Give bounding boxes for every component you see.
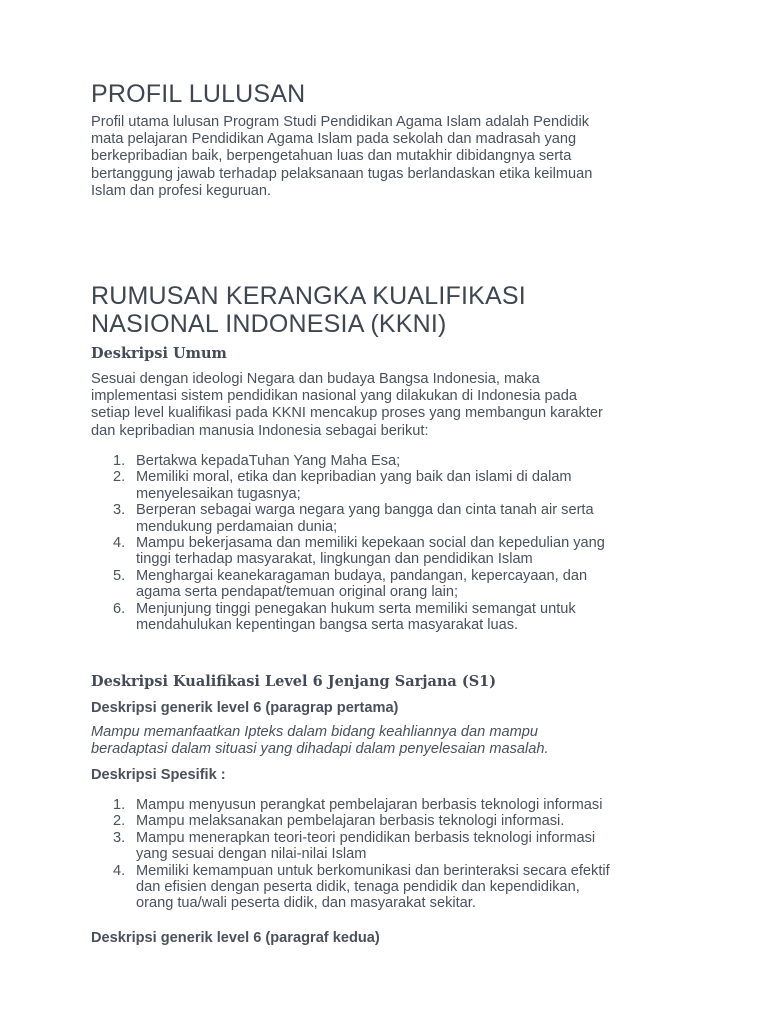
profil-line: Profil utama lulusan Program Studi Pendidikan Agama Islam adalah Pendidik xyxy=(91,114,590,130)
list-item-line: Mampu melaksanakan pembelajaran berbasis teknologi informasi. xyxy=(136,813,565,830)
generik1-line: beradaptasi dalam situasi yang dihadapi dalam penyelesaian masalah. xyxy=(91,741,549,758)
list-number: 6. xyxy=(113,600,126,617)
kkni-heading-line: RUMUSAN KERANGKA KUALIFIKASI xyxy=(91,282,526,310)
list-item-line: Bertakwa kepadaTuhan Yang Maha Esa; xyxy=(136,453,401,469)
profil-paragraph xyxy=(91,114,592,200)
list-item xyxy=(91,830,610,863)
list-item xyxy=(91,502,605,535)
profil-heading: PROFIL LULUSAN xyxy=(91,80,306,108)
umum-line: setiap level kualifikasi pada KKNI mencakup proses yang membangun karakter xyxy=(91,405,603,422)
list-item-line: yang sesuai dengan nilai-nilai Islam xyxy=(136,846,367,863)
list-item xyxy=(91,797,610,813)
list-item-line: mendahulukan kepentingan bangsa serta masyarakat luas. xyxy=(136,617,519,634)
list-item xyxy=(91,863,610,912)
list-number: 3. xyxy=(113,829,126,846)
list-number: 5. xyxy=(113,567,126,584)
list-item-line: Mampu bekerjasama dan memiliki kepekaan social dan kepedulian yang xyxy=(136,535,605,552)
spesifik-list xyxy=(91,797,610,912)
profil-line: mata pelajaran Pendidikan Agama Islam pada sekolah dan madrasah yang xyxy=(91,131,577,148)
list-number: 1. xyxy=(113,797,126,813)
list-item xyxy=(91,469,605,502)
list-item-line: Mampu menyusun perangkat pembelajaran berbasis teknologi informasi xyxy=(136,797,603,813)
list-number: 2. xyxy=(113,469,126,486)
list-item-line: Menjunjung tinggi penegakan hukum serta memiliki semangat untuk xyxy=(136,600,576,617)
deskripsi-umum-list xyxy=(91,453,605,633)
umum-line: dan kepribadian manusia Indonesia sebagai berikut: xyxy=(91,422,429,439)
list-item-line: tinggi terhadap masyarakat, lingkungan dan pendidikan Islam xyxy=(136,551,533,568)
list-item-line: Mampu menerapkan teori-teori pendidikan berbasis teknologi informasi xyxy=(136,829,596,846)
generik2-heading: Deskripsi generik level 6 (paragraf kedua) xyxy=(91,930,380,946)
spesifik-heading: Deskripsi Spesifik : xyxy=(91,767,226,783)
list-number: 3. xyxy=(113,502,126,519)
list-item xyxy=(91,535,605,568)
list-item-line: dan efisien dengan peserta didik, tenaga pendidik dan kependidikan, xyxy=(136,879,580,896)
profil-line: Islam dan profesi keguruan. xyxy=(91,182,272,199)
list-item-line: Menghargai keanekaragaman budaya, pandangan, kepercayaan, dan xyxy=(136,567,588,584)
umum-line: Sesuai dengan ideologi Negara dan budaya Bangsa Indonesia, maka xyxy=(91,371,540,387)
profil-line: bertanggung jawab terhadap pelaksanaan tugas berlandaskan etika keilmuan xyxy=(91,165,593,182)
generik1-paragraph xyxy=(91,724,549,758)
list-number: 1. xyxy=(113,453,126,469)
list-item xyxy=(91,568,605,601)
list-item-line: menyelesaikan tugasnya; xyxy=(136,485,301,502)
list-number: 2. xyxy=(113,813,126,830)
list-item-line: Berperan sebagai warga negara yang bangga dan cinta tanah air serta xyxy=(136,502,594,519)
list-item xyxy=(91,601,605,634)
list-number: 4. xyxy=(113,535,126,552)
generik1-line: Mampu memanfaatkan Ipteks dalam bidang keahliannya dan mampu xyxy=(91,724,538,740)
list-item xyxy=(91,453,605,469)
profil-line: berkepribadian baik, berpengetahuan luas dan mutakhir dibidangnya serta xyxy=(91,148,572,165)
list-item-line: orang tua/wali peserta didik, dan masyarakat sekitar. xyxy=(136,895,476,912)
list-item-line: agama serta pendapat/temuan original orang lain; xyxy=(136,584,459,601)
deskripsi-umum-heading: Deskripsi Umum xyxy=(91,345,227,362)
list-item-line: mendukung perdamaian dunia; xyxy=(136,518,338,535)
generik1-heading: Deskripsi generik level 6 (paragrap pertama) xyxy=(91,700,399,716)
list-item-line: Memiliki kemampuan untuk berkomunikasi dan berinteraksi secara efektif xyxy=(136,862,610,879)
list-item-line: Memiliki moral, etika dan kepribadian yang baik dan islami di dalam xyxy=(136,469,572,486)
list-item xyxy=(91,813,610,829)
kkni-heading-line: NASIONAL INDONESIA (KKNI) xyxy=(91,310,447,338)
level6-heading: Deskripsi Kualifikasi Level 6 Jenjang Sarjana (S1) xyxy=(91,673,497,690)
kkni-heading xyxy=(91,282,526,338)
deskripsi-umum-paragraph xyxy=(91,371,603,440)
umum-line: implementasi sistem pendidikan nasional yang dilakukan di Indonesia pada xyxy=(91,388,577,405)
list-number: 4. xyxy=(113,862,126,879)
